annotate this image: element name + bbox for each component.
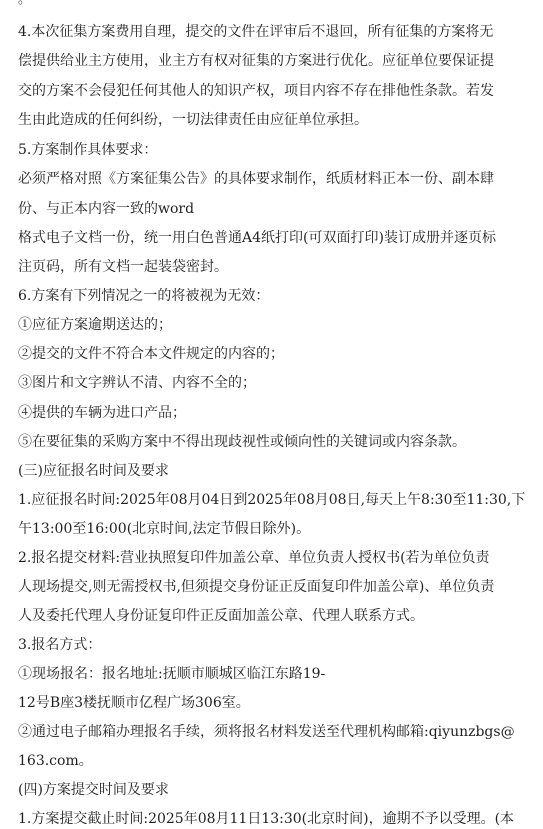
text-line-item-4: 4.本次征集方案费用自理，提交的文件在评审后不退回，所有征集的方案将无 xyxy=(18,24,494,40)
text-line: 份、与正本内容一致的word xyxy=(18,201,195,217)
list-item: ④提供的车辆为进口产品； xyxy=(18,405,186,421)
section-heading-6: 6.方案有下列情况之一的将被视为无效： xyxy=(18,288,270,304)
text-line: 1.应征报名时间:2025年08月04日到2025年08月08日,每天上午8:30至11:30,下 xyxy=(18,492,526,508)
text-line: 午13:00至16:00(北京时间,法定节假日除外)。 xyxy=(18,521,311,537)
text-line: 注页码，所有文档一起装袋密封。 xyxy=(18,259,228,275)
list-item: ①现场报名：报名地址:抚顺市顺城区临江东路19- xyxy=(18,666,326,682)
list-item: ③图片和文字辨认不清、内容不全的； xyxy=(18,375,256,391)
text-line: 必须严格对照《方案征集公告》的具体要求制作，纸质材料正本一份、副本肆 xyxy=(18,171,494,187)
text-line-fragment xyxy=(18,0,31,9)
text-line: 1.方案提交截止时间:2025年08月11日13:30(北京时间)，逾期不予以受理。(本 xyxy=(18,811,515,827)
text-line: 2.报名提交材料:营业执照复印件加盖公章、单位负责人授权书(若为单位负责 xyxy=(18,550,490,566)
section-heading-4: (四)方案提交时间及要求 xyxy=(18,782,169,798)
text-line: 12号B座3楼抚顺市亿程广场306室。 xyxy=(18,695,250,711)
text-line: 偿提供给业主方使用，业主方有权对征集的方案进行优化。应征单位要保证提 xyxy=(18,53,494,69)
text-line: 交的方案不会侵犯任何其他人的知识产权，项目内容不存在排他性条款。若发 xyxy=(18,83,494,99)
list-item: ②提交的文件不符合本文件规定的内容的； xyxy=(18,346,284,362)
list-item: ①应征方案逾期送达的； xyxy=(18,317,172,333)
text-line: 163.com。 xyxy=(18,753,93,769)
section-heading-3: (三)应征报名时间及要求 xyxy=(18,463,169,479)
text-line: 格式电子文档一份，统一用白色普通A4纸打印(可双面打印)装订成册并逐页标 xyxy=(18,230,496,246)
list-item: ②通过电子邮箱办理报名手续，须将报名材料发送至代理机构邮箱:qiyunzbgs@ xyxy=(18,724,515,740)
text-line: 生由此造成的任何纠纷，一切法律责任由应征单位承担。 xyxy=(18,112,368,128)
section-heading-5: 5.方案制作具体要求： xyxy=(18,142,158,158)
text-line: 人及委托代理人身份证复印件正反面加盖公章、代理人联系方式。 xyxy=(18,608,424,624)
text-line: 人现场提交,则无需授权书,但须提交身份证正反面复印件加盖公章)、单位负责 xyxy=(18,579,495,595)
section-heading-registration-method: 3.报名方式： xyxy=(18,637,102,653)
list-item: ⑤在要征集的采购方案中不得出现歧视性或倾向性的关键词或内容条款。 xyxy=(18,434,466,450)
